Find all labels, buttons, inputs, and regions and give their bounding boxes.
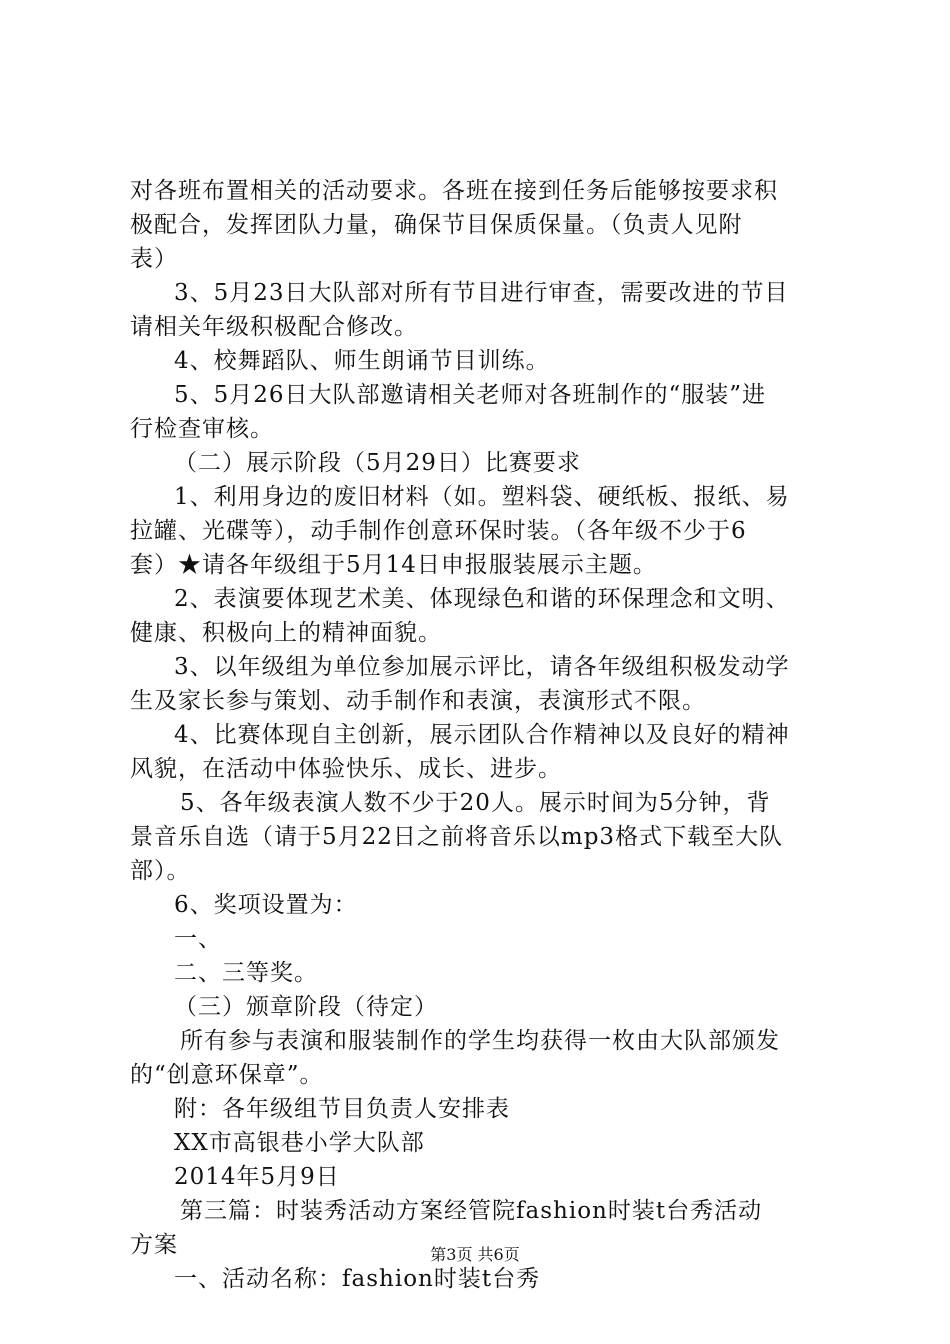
text-line: 风貌，在活动中体验快乐、成长、进步。 [130, 756, 562, 782]
text-line: 拉罐、光碟等），动手制作创意环保时装。（各年级不少于6 [130, 518, 747, 544]
text-line: 4、比赛体现自主创新，展示团队合作精神以及良好的精神 [174, 722, 790, 748]
section-heading: （二）展示阶段（5月29日）比赛要求 [174, 450, 581, 476]
text-line: 部）。 [130, 858, 191, 884]
text-line: 二、三等奖。 [174, 960, 318, 986]
text-line: 的“创意环保章”。 [130, 1062, 324, 1088]
section-heading: （三）颁章阶段（待定） [174, 994, 438, 1020]
text-line: 4、校舞蹈队、师生朗诵节目训练。 [174, 348, 550, 374]
text-line: 表） [130, 246, 178, 272]
page-number-footer: 第3页 共6页 [430, 1245, 520, 1264]
section-heading: 第三篇：时装秀活动方案经管院fashion时装t台秀活动 [180, 1198, 763, 1224]
text-line: 3、5月23日大队部对所有节目进行审查，需要改进的节目 [174, 280, 789, 306]
text-line: 5、5月26日大队部邀请相关老师对各班制作的“服装”进 [174, 382, 767, 408]
text-line: 景音乐自选（请于5月22日之前将音乐以mp3格式下载至大队 [130, 824, 784, 850]
text-line: 对各班布置相关的活动要求。各班在接到任务后能够按要求积 [130, 178, 778, 204]
text-line: XX市高银巷小学大队部 [174, 1130, 425, 1156]
text-line: 3、以年级组为单位参加展示评比，请各年级组积极发动学 [174, 654, 790, 680]
text-line: 附：各年级组节目负责人安排表 [174, 1096, 510, 1122]
text-line: 1、利用身边的废旧材料（如。塑料袋、硬纸板、报纸、易 [174, 484, 790, 510]
text-line: 一、活动名称：fashion时装t台秀 [174, 1266, 541, 1292]
text-line: 健康、积极向上的精神面貌。 [130, 620, 442, 646]
document-body [130, 174, 830, 1296]
text-line: 生及家长参与策划、动手制作和表演，表演形式不限。 [130, 688, 706, 714]
text-line: 所有参与表演和服装制作的学生均获得一枚由大队部颁发 [180, 1028, 780, 1054]
text-line: 一、 [174, 926, 222, 952]
text-line: 2、表演要体现艺术美、体现绿色和谐的环保理念和文明、 [174, 586, 790, 612]
text-line: 5、各年级表演人数不少于20人。展示时间为5分钟，背 [180, 790, 771, 816]
text-line: 2014年5月9日 [174, 1164, 340, 1190]
text-line: 6、奖项设置为： [174, 892, 358, 918]
text-line: 套）★请各年级组于5月14日申报服装展示主题。 [130, 552, 657, 578]
text-line: 方案 [130, 1232, 178, 1258]
text-line: 请相关年级积极配合修改。 [130, 314, 418, 340]
text-line: 行检查审核。 [130, 416, 274, 442]
text-line: 极配合，发挥团队力量，确保节目保质保量。（负责人见附 [130, 212, 743, 238]
